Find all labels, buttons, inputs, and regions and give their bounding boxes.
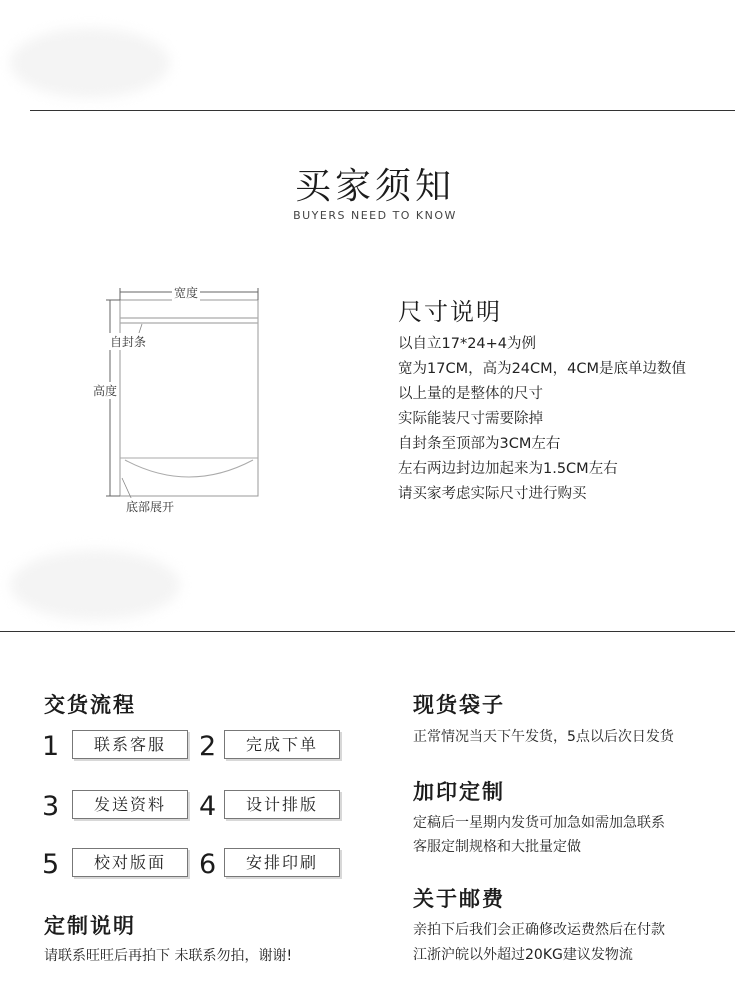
stock-title: 现货袋子 [413, 693, 505, 717]
width-label: 宽度 [174, 286, 199, 300]
step-box-design-layout: 设计排版 [224, 790, 340, 819]
faded-blob [10, 28, 170, 98]
postage-line: 亲拍下后我们会正确修改运费然后在付款 [413, 922, 665, 938]
bag-outline-drawing [80, 278, 280, 528]
postage-line: 江浙沪皖以外超过20KG建议发物流 [413, 947, 633, 963]
step-number: 4 [199, 791, 217, 822]
step-number: 2 [199, 731, 217, 762]
postage-title: 关于邮费 [413, 887, 505, 911]
height-label: 高度 [93, 384, 118, 398]
step-box-send-files: 发送资料 [72, 790, 188, 819]
custom-title: 定制说明 [44, 914, 136, 938]
size-info-line: 宽为17CM，高为24CM，4CM是底单边数值 [398, 361, 687, 377]
seal-label: 自封条 [110, 335, 147, 349]
stock-text: 正常情况当天下午发货，5点以后次日发货 [413, 729, 674, 745]
page-subtitle: BUYERS NEED TO KNOW [293, 209, 457, 222]
page-title: 买家须知 [294, 166, 455, 207]
bag-size-diagram [80, 278, 280, 528]
faded-blob [10, 550, 180, 620]
print-line: 定稿后一星期内发货可加急如需加急联系 [413, 815, 665, 831]
step-number: 5 [42, 849, 60, 880]
size-info-line: 左右两边封边加起来为1.5CM左右 [398, 461, 618, 477]
delivery-title: 交货流程 [44, 693, 136, 717]
top-divider [30, 110, 735, 111]
bottom-label: 底部展开 [126, 500, 175, 514]
step-box-proofread: 校对版面 [72, 848, 188, 877]
step-number: 1 [42, 731, 60, 762]
step-box-place-order: 完成下单 [224, 730, 340, 759]
size-info-line: 实际能装尺寸需要除掉 [398, 411, 543, 427]
step-number: 3 [42, 791, 60, 822]
middle-divider [0, 631, 735, 632]
size-info-lines [398, 332, 686, 507]
size-info-line: 以自立17*24+4为例 [398, 336, 537, 352]
step-number: 6 [199, 849, 217, 880]
size-info-line: 请买家考虑实际尺寸进行购买 [398, 486, 587, 502]
custom-text: 请联系旺旺后再拍下 未联系勿拍，谢谢! [44, 948, 293, 964]
size-info-title: 尺寸说明 [398, 298, 502, 326]
print-title: 加印定制 [413, 780, 505, 804]
print-line: 客服定制规格和大批量定做 [413, 839, 581, 855]
size-info-line: 以上量的是整体的尺寸 [398, 386, 543, 402]
size-info-line: 自封条至顶部为3CM左右 [398, 436, 561, 452]
step-box-contact-service: 联系客服 [72, 730, 188, 759]
step-box-arrange-printing: 安排印刷 [224, 848, 340, 877]
